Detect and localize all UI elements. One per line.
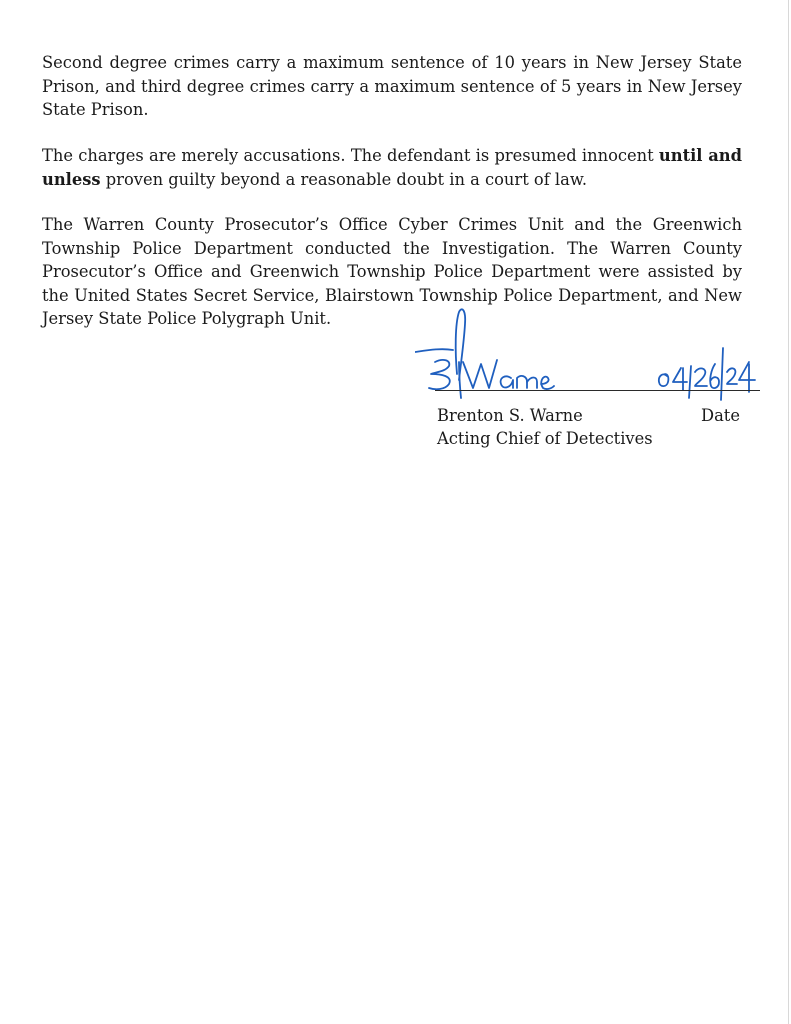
paragraph-investigation: The Warren County Prosecutor’s Office Cyber Crimes Unit and the Greenwich Township Police Department conducted the Investigation. The Warren County Prosecutor’s Office and Greenwich Township Police Department were assisted by the United States Secret Service, Blairstown Township Police Department, and New Jersey State Police Polygraph Unit. xyxy=(42,215,742,328)
presumption-bold-text: until and unless xyxy=(42,146,742,189)
signer-title: Acting Chief of Detectives xyxy=(437,429,653,448)
signer-name: Brenton S. Warne xyxy=(437,406,583,425)
signature-line xyxy=(435,390,760,391)
date-label: Date xyxy=(701,406,740,425)
paragraph-presumption xyxy=(42,144,742,191)
presumption-text-end: proven guilty beyond a reasonable doubt in a court of law. xyxy=(100,169,588,189)
presumption-text-start: The charges are merely accusations. The defendant is presumed innocent xyxy=(42,146,659,165)
page-edge-line xyxy=(788,0,789,1024)
signature-block xyxy=(415,302,760,452)
paragraph-sentencing: Second degree crimes carry a maximum sentence of 10 years in New Jersey State Prison, and third degree crimes carry a maximum sentence of 5 years in New Jersey State Prison. xyxy=(42,53,742,119)
handwritten-signature-image xyxy=(415,302,760,402)
